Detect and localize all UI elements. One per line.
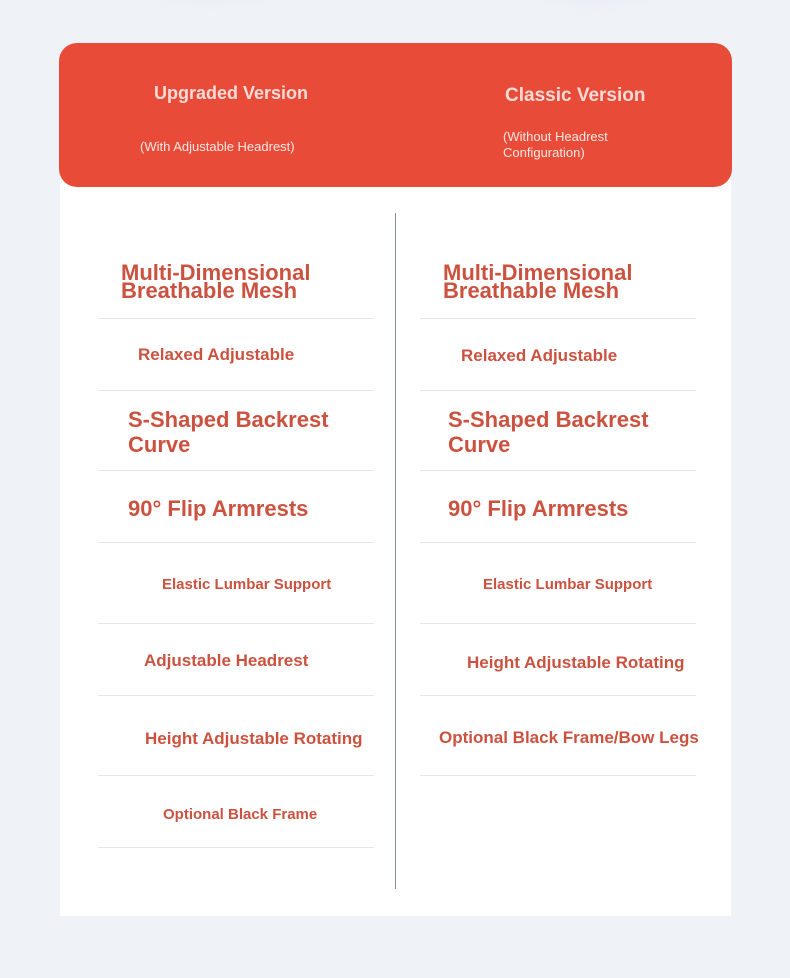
classic-version-subtitle: (Without Headrest Configuration) [503, 129, 608, 160]
column-divider [395, 213, 396, 889]
classic-feature: Elastic Lumbar Support [483, 576, 653, 593]
comparison-header [59, 43, 732, 187]
row-divider [420, 390, 696, 391]
row-divider [98, 775, 374, 776]
classic-feature: Relaxed Adjustable [461, 346, 618, 365]
upgraded-feature: Optional Black Frame [163, 806, 318, 823]
row-divider [420, 775, 696, 776]
upgraded-feature: S-Shaped Backrest Curve [128, 407, 329, 457]
row-divider [98, 542, 374, 543]
upgraded-version-subtitle: (With Adjustable Headrest) [140, 139, 295, 154]
classic-feature: Multi-Dimensional Breathable Mesh [443, 260, 633, 303]
upgraded-feature: Adjustable Headrest [144, 651, 309, 670]
row-divider [420, 542, 696, 543]
classic-feature: Height Adjustable Rotating [467, 653, 685, 672]
classic-feature: S-Shaped Backrest Curve [448, 407, 649, 457]
row-divider [98, 847, 374, 848]
classic-feature: Optional Black Frame/Bow Legs [439, 728, 699, 747]
classic-version-title: Classic Version [505, 85, 646, 106]
row-divider [420, 695, 696, 696]
upgraded-feature: Relaxed Adjustable [138, 345, 295, 364]
upgraded-feature: Elastic Lumbar Support [162, 576, 332, 593]
row-divider [98, 623, 374, 624]
classic-feature: 90° Flip Armrests [448, 496, 629, 521]
upgraded-feature: Multi-Dimensional Breathable Mesh [121, 260, 311, 303]
row-divider [420, 623, 696, 624]
upgraded-feature: Height Adjustable Rotating [145, 729, 363, 748]
row-divider [420, 318, 696, 319]
background-shape [540, 0, 650, 2]
row-divider [98, 470, 374, 471]
upgraded-feature: 90° Flip Armrests [128, 496, 309, 521]
row-divider [98, 318, 374, 319]
upgraded-version-title: Upgraded Version [154, 83, 309, 103]
row-divider [98, 695, 374, 696]
row-divider [98, 390, 374, 391]
row-divider [420, 470, 696, 471]
